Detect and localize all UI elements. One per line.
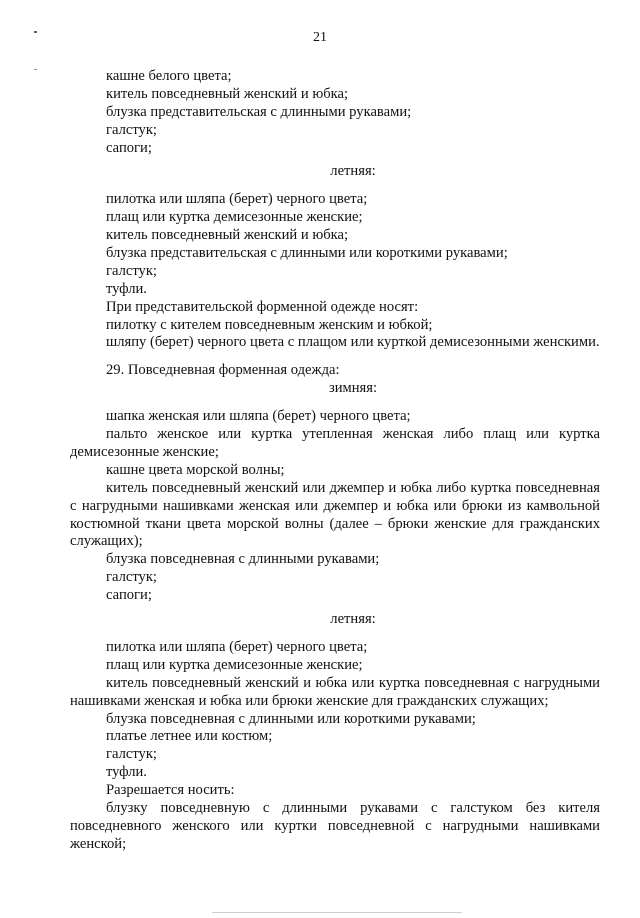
- text-line: пилотка или шляпа (берет) черного цвета;: [106, 638, 368, 655]
- text-line: блузка повседневная с длинными рукавами;: [106, 551, 380, 568]
- season-heading-winter: зимняя:: [328, 380, 378, 397]
- text-line: платье летнее или костюм;: [106, 728, 273, 745]
- text-line: туфли.: [106, 280, 147, 297]
- paragraph: пальто женское или куртка утепленная женская либо плащ или куртка демисезонные женские;: [70, 426, 600, 460]
- document-body: [70, 68, 600, 854]
- text-line: сапоги;: [106, 139, 152, 156]
- text-line: китель повседневный женский и юбка;: [106, 227, 349, 244]
- page-number: 21: [313, 30, 327, 45]
- text-line: При представительской форменной одежде носят:: [106, 298, 419, 315]
- text-line: галстук;: [106, 746, 157, 763]
- text-line: галстук;: [106, 569, 157, 586]
- scan-edge-line: [212, 912, 462, 913]
- text-line: кашне цвета морской волны;: [106, 461, 285, 478]
- text-line: китель повседневный женский и юбка;: [106, 85, 349, 102]
- season-heading-summer: летняя:: [330, 611, 376, 628]
- text-line: пилотка или шляпа (берет) черного цвета;: [106, 191, 368, 208]
- section-heading-29: 29. Повседневная форменная одежда:: [106, 362, 340, 379]
- scan-speck: [34, 69, 37, 70]
- text-line: сапоги;: [106, 587, 152, 604]
- season-heading-summer: летняя:: [330, 163, 376, 180]
- text-line: кашне белого цвета;: [106, 68, 232, 84]
- text-line: блузка представительская с длинными или короткими рукавами;: [106, 245, 508, 262]
- text-line: Разрешается носить:: [106, 782, 235, 799]
- text-line: плащ или куртка демисезонные женские;: [106, 209, 363, 226]
- text-line: плащ или куртка демисезонные женские;: [106, 656, 363, 673]
- text-line: блузка повседневная с длинными или короткими рукавами;: [106, 710, 476, 727]
- text-line: туфли.: [106, 764, 147, 781]
- paragraph: китель повседневный женский и юбка или куртка повседневная с нагрудными нашивками женская и юбка или брюки женские для гражданских служащих;: [70, 674, 600, 709]
- paragraph: китель повседневный женский или джемпер и юбка либо куртка повседневная с нагрудными нашивками женская или джемпер и юбка или брюки из камвольной костюмной ткани цвета морской волны (далее – брюки женские для гражданских служащих);: [70, 479, 600, 550]
- text-line: пилотку с кителем повседневным женским и юбкой;: [106, 316, 433, 333]
- text-line: галстук;: [106, 121, 157, 138]
- text-line: шляпу (берет) черного цвета с плащом или курткой демисезонными женскими.: [106, 334, 600, 351]
- text-line: блузка представительская с длинными рукавами;: [106, 103, 412, 120]
- text-line: галстук;: [106, 262, 157, 279]
- paragraph: блузку повседневную с длинными рукавами с галстуком без кителя повседневного женского или куртки повседневной с нагрудными нашивками женской;: [70, 799, 600, 852]
- text-line: шапка женская или шляпа (берет) черного цвета;: [106, 408, 411, 425]
